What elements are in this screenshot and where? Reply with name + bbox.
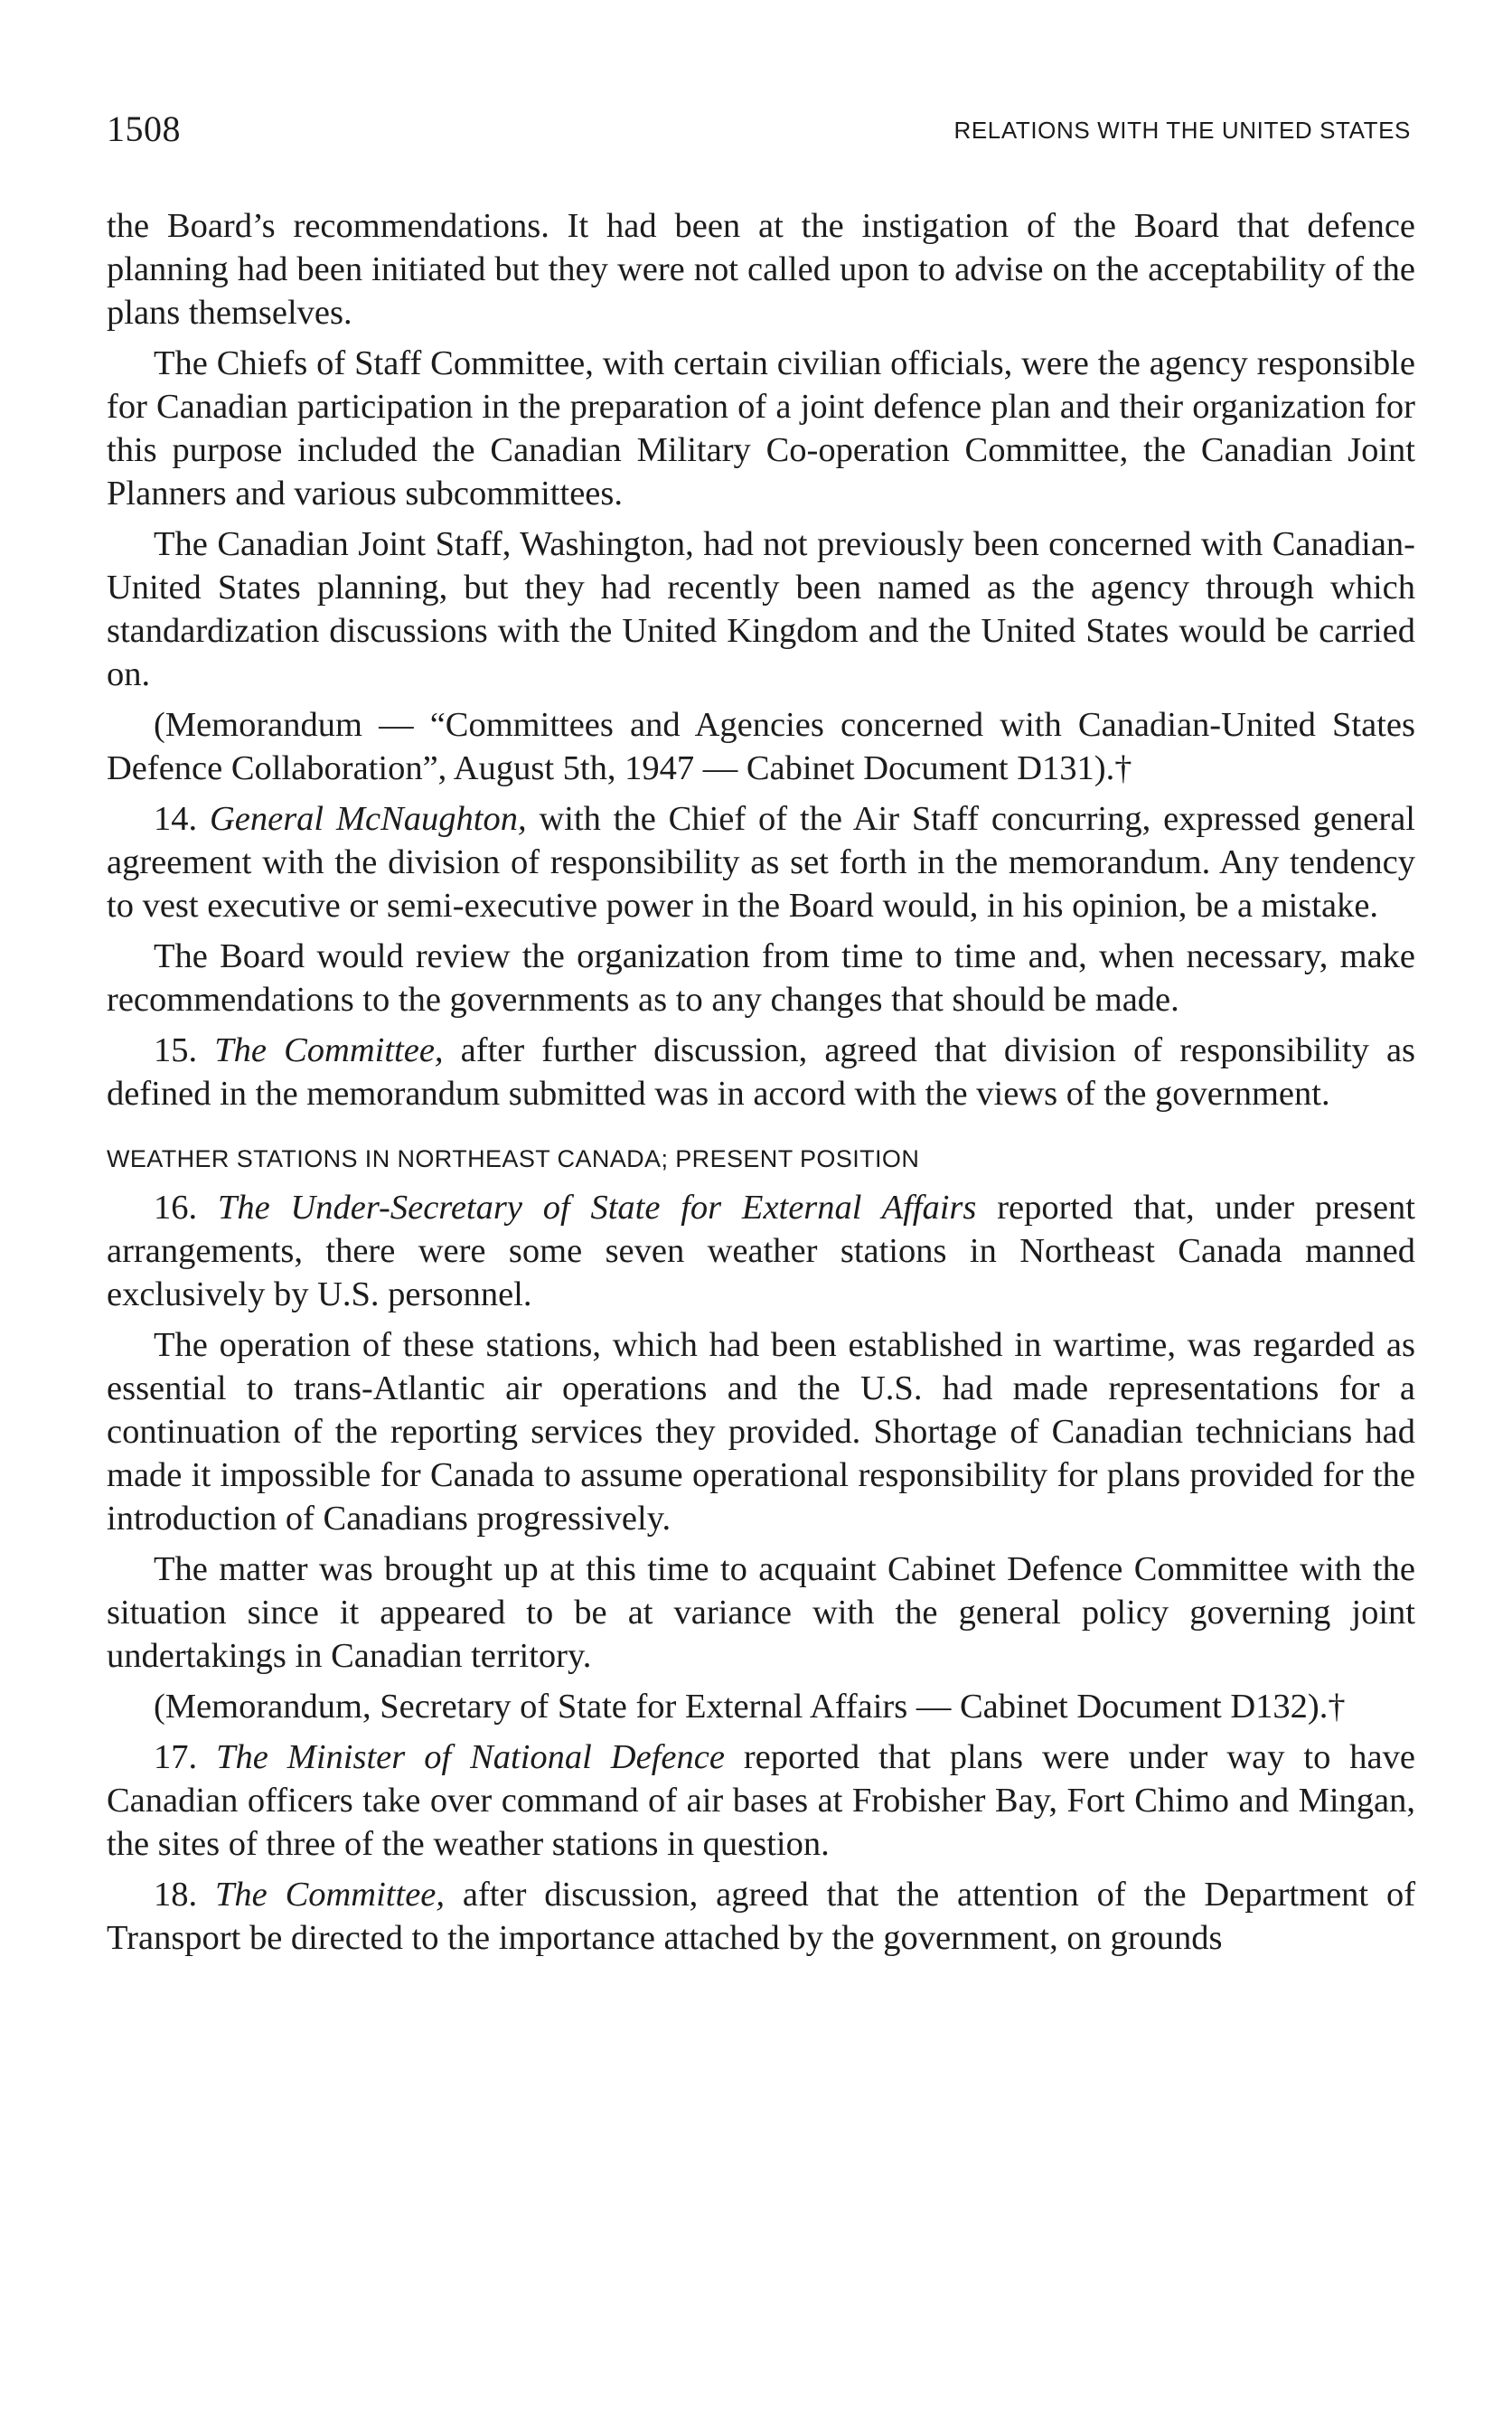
speaker-name: The Committee, — [214, 1031, 444, 1069]
paragraph-18 — [107, 1873, 1415, 1960]
paragraph-matter-brought-up: The matter was brought up at this time to acquaint Cabinet Defence Committee with the situation since it appeared to be at variance with the general policy governing joint undertakings in Canadian territory. — [107, 1550, 1415, 1675]
paragraph-memorandum-d131: (Memorandum — “Committees and Agencies concerned with Canadian-United States Defence Collaboration”, August 5th, 1947 — Cabinet Document D131).† — [107, 706, 1415, 787]
speaker-name: General McNaughton, — [209, 800, 527, 838]
paragraph-number: 16. — [154, 1189, 198, 1227]
paragraph-number: 14. — [154, 800, 198, 838]
paragraph-station-operation: The operation of these stations, which had been established in wartime, was regarded as essential to trans-Atlantic air operations and the U.S. had made representations for a continuation of the reporting services they provided. Shortage of Canadian technicians had made it impossible for Canada to assume operational responsibility for plans provided for the introduction of Canadians progressively. — [107, 1326, 1415, 1538]
paragraph-text: with the Chief of the Air Staff concurring, expressed general agreement with the division of responsibility as set forth in the memorandum. Any tendency to vest executive or semi-executive power in the Board would, in his opinion, be a mistake. — [107, 800, 1415, 925]
paragraph-memorandum-d132: (Memorandum, Secretary of State for External Affairs — Cabinet Document D132).† — [154, 1688, 1346, 1726]
running-head — [107, 107, 1431, 152]
paragraph-number: 15. — [154, 1031, 198, 1069]
paragraph-17 — [107, 1736, 1415, 1866]
paragraph-chiefs-of-staff: The Chiefs of Staff Committee, with certain civilian officials, were the agency responsible for Canadian participation in the preparation of a joint defence plan and their organization for this purpose included the Canadian Military Co-operation Committee, the Canadian Joint Planners and various subcommittees. — [107, 344, 1415, 513]
page-number: 1508 — [107, 108, 181, 149]
paragraph-joint-staff: The Canadian Joint Staff, Washington, had not previously been concerned with Canadian-United States planning, but they had recently been named as the agency through which standardization discussions with the United Kingdom and the United States would be carried on. — [107, 525, 1415, 693]
body-text — [107, 204, 1415, 1967]
paragraph-14 — [107, 797, 1415, 927]
paragraph-text: after further discussion, agreed that division of responsibility as defined in the memorandum submitted was in accord with the views of the government. — [107, 1031, 1416, 1113]
paragraph-text: after discussion, agreed that the attention of the Department of Transport be directed to the importance attached by the government, on grounds — [107, 1876, 1416, 1957]
speaker-name: The Under-Secretary of State for External Affairs — [217, 1189, 977, 1227]
speaker-name: The Committee, — [214, 1876, 446, 1914]
paragraph-15 — [107, 1029, 1415, 1115]
paragraph-continued: the Board’s recommendations. It had been at the instigation of the Board that defence planning had been initiated but they were not called upon to advise on the acceptability of the plans themselves. — [107, 207, 1415, 332]
section-heading: WEATHER STATIONS IN NORTHEAST CANADA; PRESENT POSITION — [107, 1145, 920, 1172]
paragraph-number: 17. — [154, 1738, 198, 1776]
paragraph-text: reported that plans were under way to have Canadian officers take over command of air bases at Frobisher Bay, Fort Chimo and Mingan, the sites of three of the weather stations in question. — [107, 1738, 1415, 1863]
paragraph-number: 18. — [154, 1876, 198, 1914]
running-title: RELATIONS WITH THE UNITED STATES — [953, 117, 1411, 144]
paragraph-16 — [107, 1186, 1415, 1316]
paragraph-text: reported that, under present arrangements, there were some seven weather stations in Northeast Canada manned exclusively by U.S. personnel. — [107, 1189, 1415, 1313]
paragraph-board-review: The Board would review the organization from time to time and, when necessary, make recommendations to the governments as to any changes that should be made. — [107, 937, 1415, 1019]
speaker-name: The Minister of National Defence — [216, 1738, 725, 1776]
